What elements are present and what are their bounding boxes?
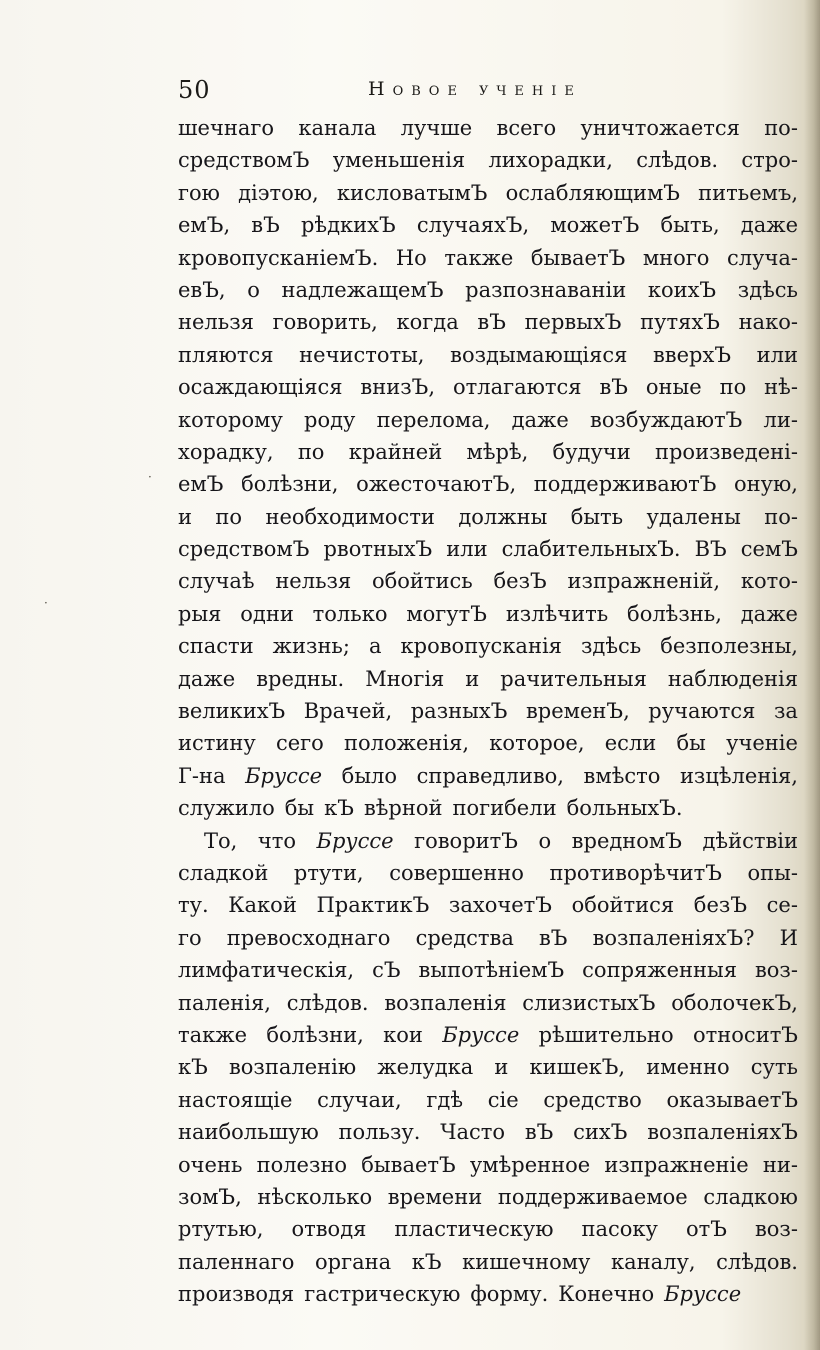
word: много <box>642 245 710 270</box>
word: возпаленія <box>384 990 507 1015</box>
word: вЪ <box>538 925 568 950</box>
word: когда <box>396 310 459 335</box>
word: перелома, <box>376 407 491 432</box>
word: великихЪ <box>178 699 286 724</box>
word: опы- <box>747 860 798 885</box>
text-line <box>178 501 798 533</box>
word: возбуждаютЪ <box>590 407 743 432</box>
word: кото- <box>740 569 798 594</box>
word: семЪ <box>740 537 798 562</box>
word: говорить, <box>272 310 378 335</box>
text-line <box>178 1149 798 1181</box>
word: кисловатымЪ <box>336 180 488 205</box>
word: поддерживаемое <box>497 1184 688 1209</box>
word: произведені- <box>654 439 798 464</box>
word: кишечному <box>462 1249 591 1274</box>
word: было <box>341 763 398 788</box>
word: кровопусканіемЪ. <box>178 245 379 270</box>
word: можетЪ <box>550 213 640 238</box>
word: о <box>247 277 260 302</box>
word: надлежащемЪ <box>281 277 444 302</box>
text-line <box>178 727 798 759</box>
word: вредны. <box>256 666 345 691</box>
word: также <box>444 245 514 270</box>
word: вредномЪ <box>571 828 682 853</box>
word: по <box>297 439 325 464</box>
word: ртутью, <box>178 1217 264 1242</box>
text-line <box>178 565 798 597</box>
word: изпражненіе <box>604 1152 749 1177</box>
word: служило <box>178 796 275 821</box>
text-line <box>178 1051 798 1083</box>
text-line <box>178 1246 798 1278</box>
word: Бруссе <box>245 763 323 788</box>
word: которое, <box>489 731 585 756</box>
word: слѣдов. <box>636 148 719 173</box>
word: пользу. <box>338 1120 421 1145</box>
word: говоритЪ <box>414 828 518 853</box>
word: очень <box>178 1152 243 1177</box>
word: нельзя <box>178 310 254 335</box>
word: сего <box>275 731 324 756</box>
word: емЪ, <box>178 213 231 238</box>
text-line <box>178 371 798 403</box>
word: желудка <box>377 1055 474 1080</box>
word: поддерживаютЪ <box>533 472 717 497</box>
word: полезно <box>256 1152 348 1177</box>
word: нѣ- <box>764 375 798 400</box>
text-line <box>178 436 798 468</box>
word: вѣрной <box>363 796 443 821</box>
word: будучи <box>552 439 631 464</box>
text-line <box>178 339 798 371</box>
word: всего <box>496 116 557 140</box>
text-line <box>178 663 798 695</box>
text-line <box>178 1116 798 1148</box>
word: выпотѣніемЪ <box>418 958 565 983</box>
word: могутЪ <box>406 601 487 626</box>
word: или <box>756 342 798 367</box>
word: отлагаются <box>452 375 582 400</box>
text-line <box>178 954 798 986</box>
word: евЪ, <box>178 277 226 302</box>
word: дѣйствіи <box>702 828 798 853</box>
word: разныхЪ <box>410 699 508 724</box>
word: оные <box>645 375 702 400</box>
word: болѣзнь, <box>627 601 722 626</box>
word: оказываетЪ <box>666 1087 798 1112</box>
word: кои <box>383 1022 423 1047</box>
margin-speck: · <box>148 470 152 484</box>
word: случаи, <box>317 1087 402 1112</box>
word: рачительныя <box>500 666 647 691</box>
word: суть <box>750 1055 798 1080</box>
text-line <box>178 889 798 921</box>
word: средствомЪ <box>178 148 310 173</box>
word: путяхЪ <box>640 310 720 335</box>
word: отводя <box>291 1217 367 1242</box>
text-line <box>178 825 798 857</box>
word: Часто <box>440 1120 506 1145</box>
word: случа- <box>726 245 798 270</box>
word: питьемъ, <box>698 180 798 205</box>
word: безЪ <box>693 893 748 918</box>
word: канала <box>298 116 377 140</box>
word: положенія, <box>344 731 470 756</box>
word: вверхЪ <box>652 342 732 367</box>
text-line <box>178 987 798 1019</box>
word: пляются <box>178 342 274 367</box>
word: діэтою, <box>238 180 319 205</box>
word: безЪ <box>493 569 547 594</box>
text-line <box>178 468 798 500</box>
word: паленія, <box>178 990 271 1015</box>
word: воздымающіяся <box>450 342 628 367</box>
word: что <box>257 828 297 853</box>
word: Но <box>395 245 427 270</box>
running-title: Новое ученіе <box>368 78 582 100</box>
word: рвотныхЪ <box>323 537 433 562</box>
word: излѣчить <box>505 601 609 626</box>
word: случаяхЪ, <box>416 213 530 238</box>
word: возпаленіяхЪ <box>647 1120 798 1145</box>
text-line <box>178 533 798 565</box>
word: необходимости <box>265 504 435 529</box>
word: ручаются <box>648 699 756 724</box>
word: осаждающіяся <box>178 375 343 400</box>
word: средство <box>543 1087 642 1112</box>
word: даже <box>511 407 569 432</box>
word: наибольшую <box>178 1120 319 1145</box>
word: справедливо, <box>416 763 564 788</box>
word: бываетЪ <box>361 1152 456 1177</box>
word: безполезны, <box>660 634 798 659</box>
word: нельзя <box>275 569 352 594</box>
word: бы <box>676 731 706 756</box>
word: болѣзни, <box>266 1022 364 1047</box>
word: роду <box>304 407 356 432</box>
word: сихЪ <box>573 1120 628 1145</box>
word: жизнь; <box>272 634 350 659</box>
word: за <box>773 699 798 724</box>
word: временЪ, <box>525 699 630 724</box>
word: уменьшенія <box>332 148 466 173</box>
body-text <box>178 112 798 1310</box>
text-line <box>178 209 798 241</box>
word: должны <box>458 504 548 529</box>
word: вЪ <box>599 375 628 400</box>
word: ли- <box>763 407 798 432</box>
word: спасти <box>178 634 254 659</box>
word: рѣдкихЪ <box>300 213 396 238</box>
word: сопряженныя <box>582 958 737 983</box>
word: каналу, <box>611 1249 696 1274</box>
text-line <box>178 792 798 824</box>
word: удалены <box>646 504 741 529</box>
text-line <box>178 404 798 436</box>
word: и <box>494 1055 509 1080</box>
word: времени <box>387 1184 483 1209</box>
text-line <box>178 630 798 662</box>
word: рыя <box>178 601 222 626</box>
word: Бруссе <box>316 828 394 853</box>
word: разпознаваніи <box>465 277 627 302</box>
word: вмѣсто <box>583 763 661 788</box>
word: пасоку <box>581 1217 658 1242</box>
word: лучше <box>400 116 473 140</box>
word: ослабляющимЪ <box>505 180 680 205</box>
word: которому <box>178 407 283 432</box>
word: стро- <box>741 148 798 173</box>
word: крайней <box>348 439 443 464</box>
text-line <box>178 112 798 144</box>
word: Бруссе <box>664 1282 742 1307</box>
text-line <box>178 274 798 306</box>
word: ни- <box>762 1152 798 1177</box>
text-line <box>178 1278 798 1310</box>
word: превосходнаго <box>226 925 391 950</box>
word: рѣшительно <box>538 1022 674 1047</box>
word: оболочекЪ, <box>671 990 798 1015</box>
word: средства <box>415 925 514 950</box>
word: ПрактикЪ <box>316 893 430 918</box>
word: или <box>446 537 488 562</box>
word: воз- <box>754 1217 798 1242</box>
word: бы <box>284 796 315 821</box>
word: внизЪ, <box>360 375 436 400</box>
word: кровопусканія <box>400 634 562 659</box>
word: отЪ <box>685 1217 727 1242</box>
text-line <box>178 177 798 209</box>
word: обойтись <box>372 569 473 594</box>
text-line <box>178 598 798 630</box>
word: Г-на <box>178 763 226 788</box>
word: зомЪ, <box>178 1184 242 1209</box>
word: слабительныхЪ. <box>501 537 681 562</box>
word: наблюденія <box>667 666 798 691</box>
text-line <box>178 857 798 889</box>
word: первыхЪ <box>524 310 622 335</box>
word: Многія <box>365 666 445 691</box>
word: слизистыхЪ <box>522 990 656 1015</box>
word: изцѣленія, <box>679 763 798 788</box>
word: больныхЪ. <box>566 796 683 821</box>
word: быть <box>570 504 624 529</box>
word: по <box>215 504 243 529</box>
text-line <box>178 144 798 176</box>
word: Бруссе <box>442 1022 520 1047</box>
word: нако- <box>738 310 798 335</box>
word: кЪ <box>178 1055 208 1080</box>
text-line <box>178 1084 798 1116</box>
word: бываетЪ <box>530 245 626 270</box>
word: Конечно <box>558 1282 655 1307</box>
word: вЪ <box>251 213 280 238</box>
word: только <box>312 601 388 626</box>
text-line <box>178 760 798 792</box>
word: сіе <box>487 1087 519 1112</box>
word: лимфатическія, <box>178 958 355 983</box>
page-edge <box>804 0 820 1350</box>
word: уничтожается <box>580 116 740 140</box>
word: ту. <box>178 893 209 918</box>
word: совершенно <box>389 860 524 885</box>
word: органа <box>315 1249 392 1274</box>
word: паленнаго <box>178 1249 295 1274</box>
text-line <box>178 1181 798 1213</box>
word: ртути, <box>293 860 364 885</box>
word: То, <box>204 828 238 853</box>
word: сладкою <box>703 1184 798 1209</box>
word: И <box>779 925 798 950</box>
word: ВЪ <box>694 537 727 562</box>
word: также <box>178 1022 248 1047</box>
page-header <box>178 74 798 108</box>
word: нечистоты, <box>299 342 425 367</box>
word: о <box>538 828 552 853</box>
text-line <box>178 242 798 274</box>
word: го <box>178 925 202 950</box>
word: оную, <box>734 472 798 497</box>
word: вЪ <box>524 1120 554 1145</box>
word: здѣсь <box>737 277 798 302</box>
word: средствомЪ <box>178 537 310 562</box>
word: умѣренное <box>469 1152 591 1177</box>
word: захочетЪ <box>448 893 552 918</box>
word: быть, <box>660 213 720 238</box>
word: производя <box>178 1282 295 1307</box>
word: Врачей, <box>303 699 393 724</box>
word: противорѣчитЪ <box>549 860 722 885</box>
word: истину <box>178 731 256 756</box>
word: даже <box>740 601 798 626</box>
word: относитЪ <box>693 1022 798 1047</box>
word: емЪ <box>178 472 224 497</box>
word: нѣсколько <box>257 1184 373 1209</box>
text-line <box>178 1213 798 1245</box>
word: се- <box>766 893 798 918</box>
word: коихЪ <box>647 277 717 302</box>
word: гастрическую <box>304 1282 461 1307</box>
word: воз- <box>754 958 798 983</box>
word: по- <box>764 504 798 529</box>
word: по- <box>764 116 798 140</box>
word: хорадку, <box>178 439 274 464</box>
word: возпаленіяхЪ? <box>592 925 755 950</box>
word: Какой <box>228 893 297 918</box>
word: ученіе <box>726 731 798 756</box>
word: даже <box>740 213 798 238</box>
word: болѣзни, <box>241 472 339 497</box>
word: вЪ <box>477 310 506 335</box>
word: здѣсь <box>580 634 642 659</box>
text-line <box>178 1019 798 1051</box>
word: даже <box>178 666 236 691</box>
page-number: 50 <box>178 76 211 104</box>
word: сладкой <box>178 860 269 885</box>
word: именно <box>646 1055 730 1080</box>
word: а <box>368 634 382 659</box>
margin-speck: · <box>44 596 48 610</box>
word: и <box>465 666 480 691</box>
word: слѣдов. <box>286 990 369 1015</box>
text-line <box>178 695 798 727</box>
word: изпражненій, <box>567 569 721 594</box>
word: форму. <box>470 1282 549 1307</box>
word: обойтися <box>571 893 675 918</box>
word: случаѣ <box>178 569 255 594</box>
word: и <box>178 504 192 529</box>
word: настоящіе <box>178 1087 293 1112</box>
word: слѣдов. <box>716 1249 798 1274</box>
word: гдѣ <box>426 1087 464 1112</box>
word: кЪ <box>324 796 354 821</box>
text-line <box>178 306 798 338</box>
word: возпаленію <box>228 1055 357 1080</box>
word: сЪ <box>372 958 401 983</box>
word: лихорадки, <box>488 148 613 173</box>
word: если <box>604 731 657 756</box>
word: шечнаго <box>178 116 274 140</box>
text-line <box>178 922 798 954</box>
word: пластическую <box>394 1217 554 1242</box>
word: кишекЪ, <box>529 1055 626 1080</box>
word: мѣрѣ, <box>466 439 529 464</box>
word: по <box>719 375 747 400</box>
word: кЪ <box>411 1249 442 1274</box>
word: гою <box>178 180 220 205</box>
word: погибели <box>452 796 557 821</box>
word: одни <box>240 601 294 626</box>
word: ожесточаютЪ, <box>356 472 517 497</box>
